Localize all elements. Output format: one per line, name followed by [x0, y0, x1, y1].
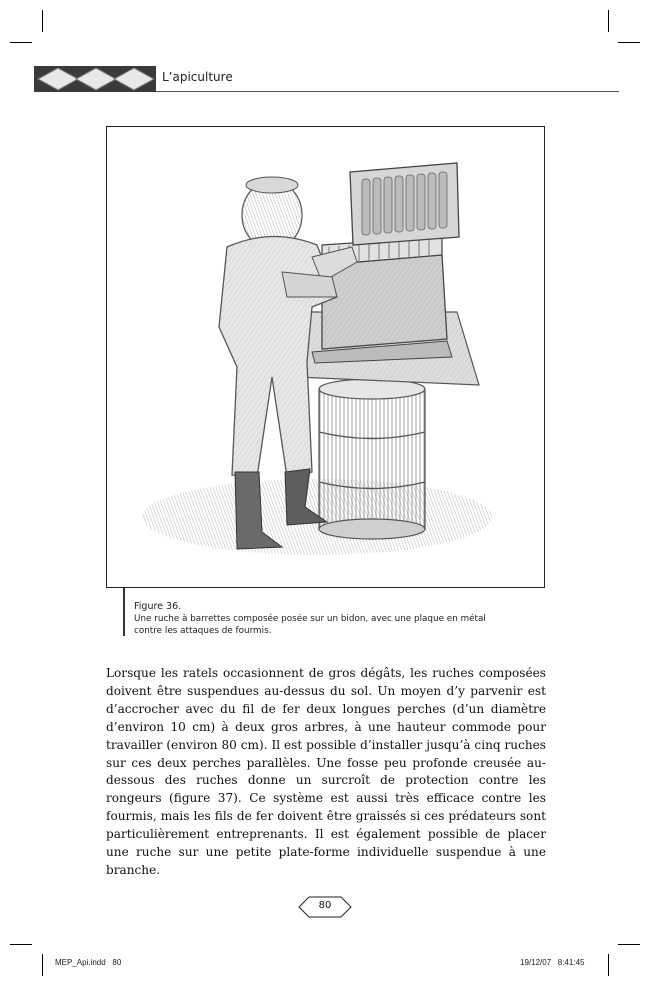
crop-mark — [618, 42, 640, 43]
crop-mark — [618, 944, 640, 945]
figure-caption-line: Une ruche à barrettes composée posée sur un bidon, avec une plaque en métal — [134, 614, 486, 624]
figure-caption-line: contre les attaques de fourmis. — [134, 626, 272, 636]
crop-mark — [608, 10, 609, 32]
beekeeper-illustration — [107, 127, 544, 587]
slug-date: 19/12/07 8:41:45 — [520, 958, 585, 967]
crop-mark — [608, 954, 609, 976]
caption-accent-bar — [123, 588, 125, 636]
crop-mark — [42, 954, 43, 976]
header-diamond-band — [34, 66, 156, 92]
crop-mark — [10, 42, 32, 43]
figure-label: Figure 36. — [134, 601, 182, 612]
header-rule — [156, 91, 619, 92]
figure-caption — [134, 601, 534, 637]
slug-file-name: MEP_Api.indd 80 — [55, 958, 122, 967]
page-number: 80 — [318, 900, 332, 911]
page-number-badge — [298, 896, 352, 918]
metal-drum — [319, 379, 425, 539]
running-header-title: L’apiculture — [162, 70, 233, 84]
crop-mark — [10, 944, 32, 945]
body-paragraph: Lorsque les ratels occasionnent de gros dégâts, les ruches composées doivent être suspendues au-dessus du sol. Un moyen d’y parvenir est d’accrocher avec du fil de fer deux longues perches (d’un diamètre d’environ 10 cm) à deux gros arbres, à une hauteur commode pour travailler (environ 80 cm). Il est possible d’installer jusqu’à cinq ruches sur ces deux perches parallèles. Une fosse peu profonde creusée au-dessous des ruches donne un surcroît de protection contre les rongeurs (figure 37). Ce système est aussi très efficace contre les fourmis, mais les fils de fer doivent être graissés si ces prédateurs sont particulièrement entreprenants. Il est également possible de placer une ruche sur une petite plate-forme individuelle suspendue à une branche. — [106, 666, 546, 877]
crop-mark — [42, 10, 43, 32]
figure-frame — [106, 126, 545, 588]
running-header — [34, 66, 619, 92]
